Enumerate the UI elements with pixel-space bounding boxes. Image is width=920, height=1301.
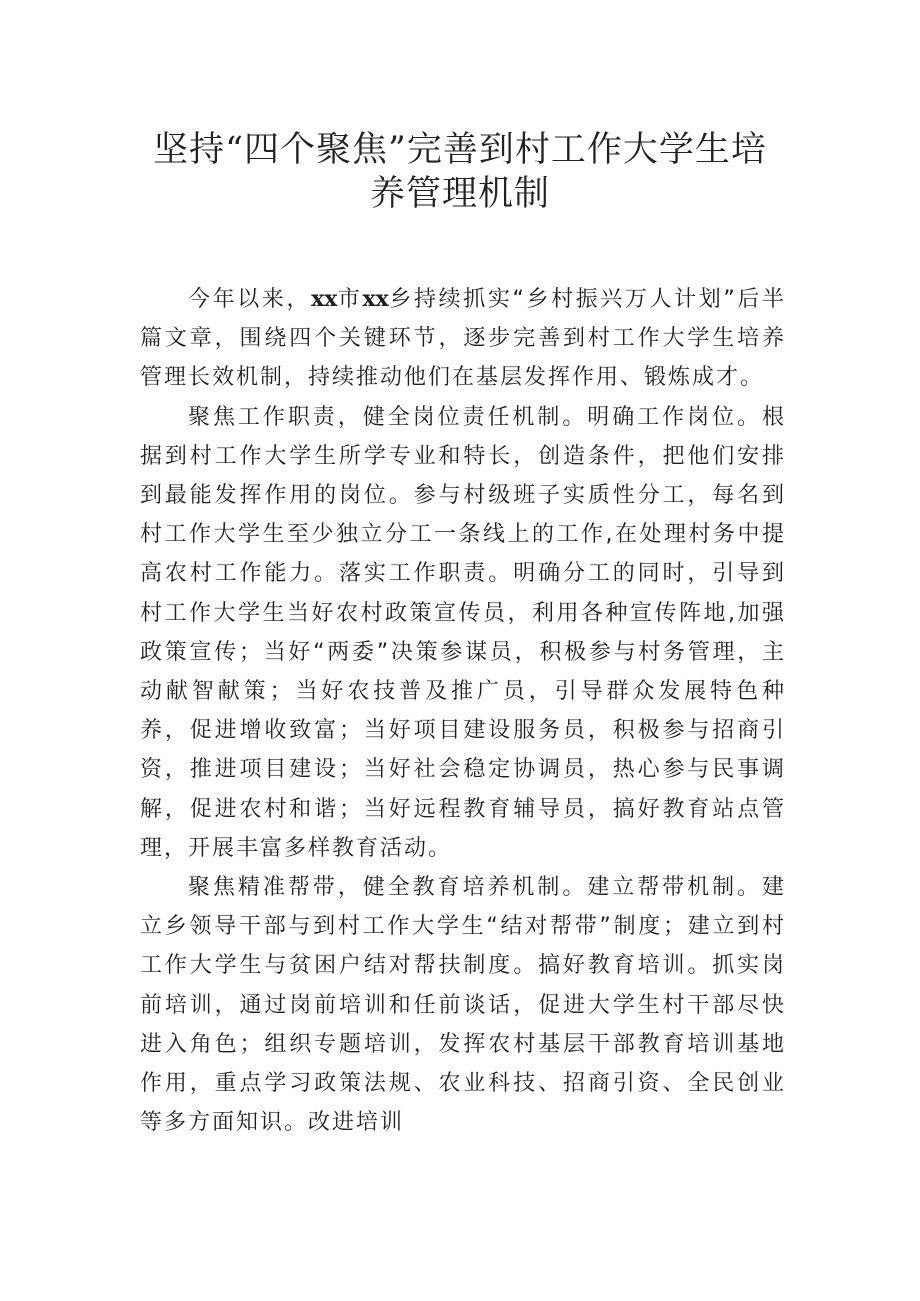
intro-text-city-suffix: 市: [337, 287, 363, 312]
document-body: [140, 280, 786, 1142]
city-placeholder: xx: [311, 286, 338, 312]
paragraph-intro: [140, 280, 786, 398]
title-line-2: 养管理机制: [369, 174, 550, 214]
intro-text-rest: 乡持续抓实“乡村振兴万人计划”后半篇文章，围绕四个关键环节，逐步完善到村工作大学生培养管理长效机制，持续推动他们在基层发挥作用、锻炼成才。: [140, 287, 786, 391]
title-line-1: 坚持“四个聚焦”完善到村工作大学生培: [153, 130, 767, 170]
intro-text-start: 今年以来，: [188, 287, 312, 312]
paragraph-work-duties: 聚焦工作职责，健全岗位责任机制。明确工作岗位。根据到村工作大学生所学专业和特长，创造条件，把他们安排到最能发挥作用的岗位。参与村级班子实质性分工，每名到村工作大学生至少独立分工一条线上的工作,在处理村务中提高农村工作能力。落实工作职责。明确分工的同时，引导到村工作大学生当好农村政策宣传员，利用各种宣传阵地,加强政策宣传；当好“两委”决策参谋员，积极参与村务管理，主动献智献策；当好农技普及推广员，引导群众发展特色种养，促进增收致富；当好项目建设服务员，积极参与招商引资，推进项目建设；当好社会稳定协调员，热心参与民事调解，促进农村和谐；当好远程教育辅导员，搞好教育站点管理，开展丰富多样教育活动。: [140, 404, 786, 861]
town-placeholder: xx: [362, 286, 389, 312]
paragraph-mentoring: 聚焦精准帮带，健全教育培养机制。建立帮带机制。建立乡领导干部与到村工作大学生“结对帮带”制度；建立到村工作大学生与贫困户结对帮扶制度。搞好教育培训。抓实岗前培训，通过岗前培训和任前谈话，促进大学生村干部尽快进入角色；组织专题培训，发挥农村基层干部教育培训基地作用，重点学习政策法规、农业科技、招商引资、全民创业等多方面知识。改进培训: [140, 875, 786, 1136]
document-title: [110, 128, 810, 216]
